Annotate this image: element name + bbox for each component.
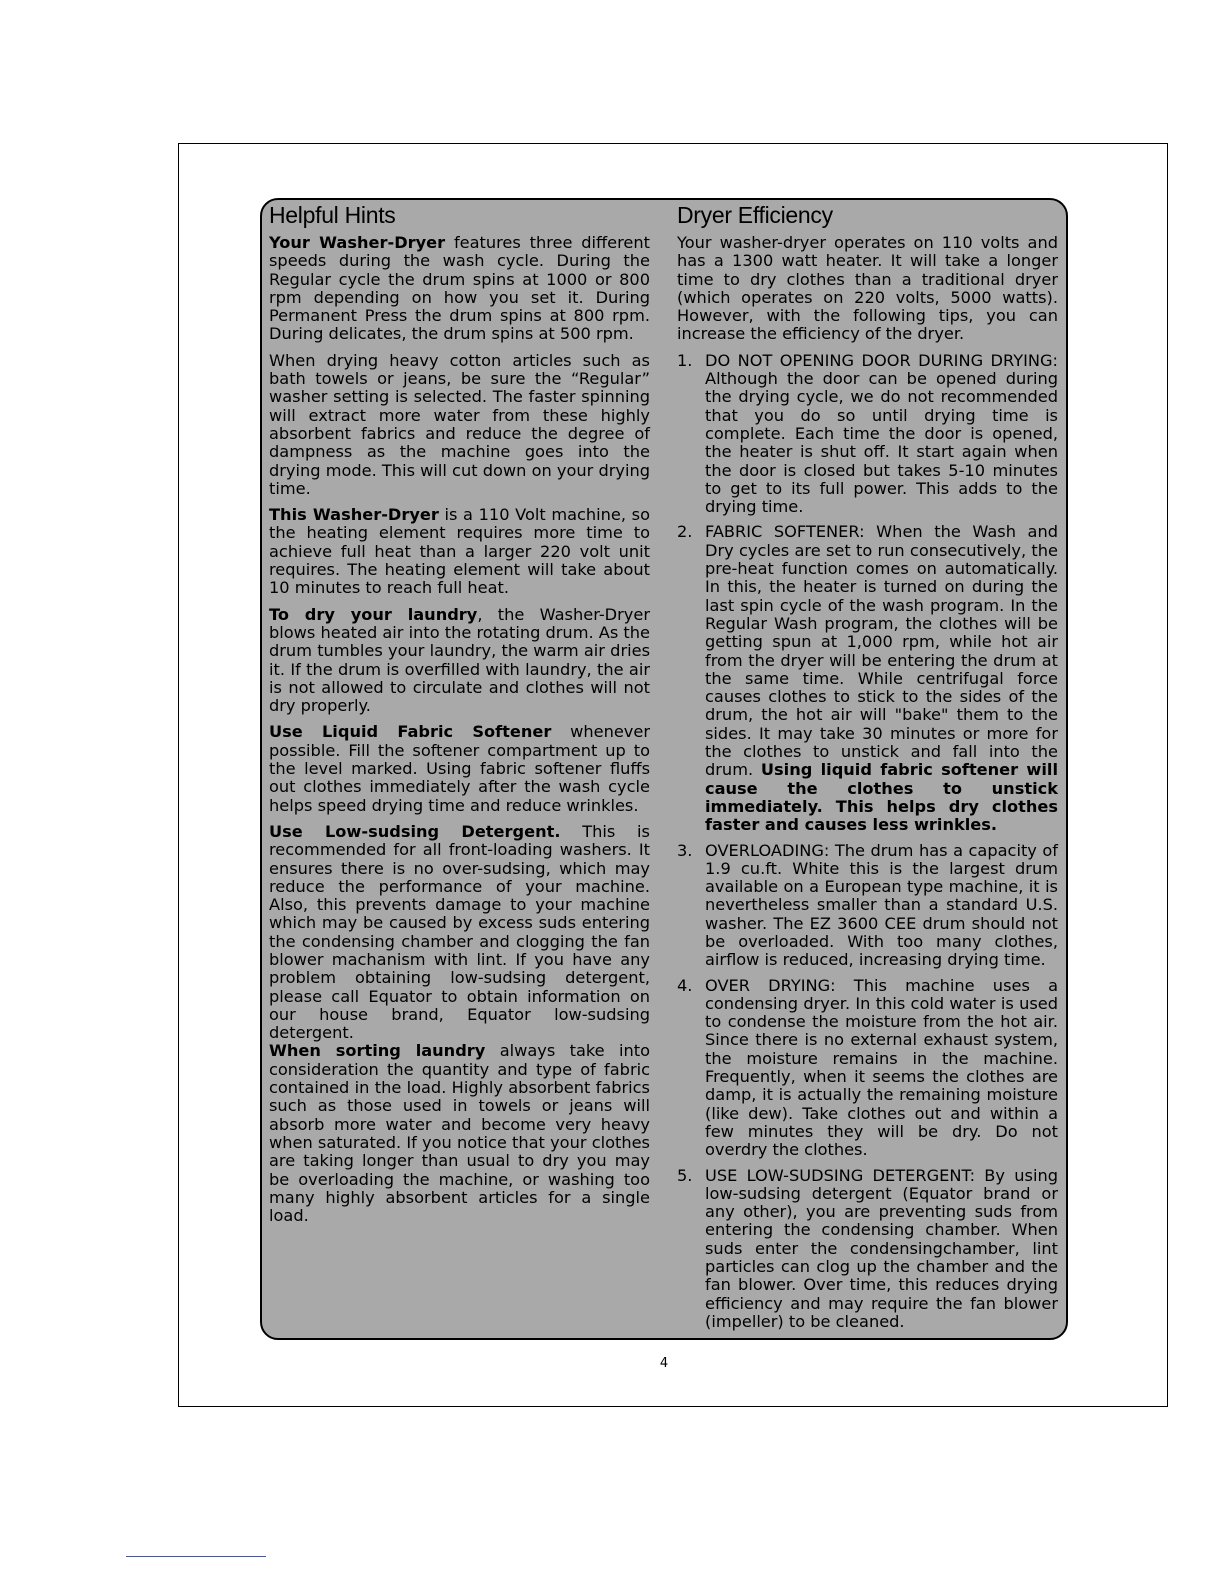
tip-text: OVER DRYING: This machine uses a condensing dryer. In this cold water is used to condense the moisture from the hot air. Since there is no external exhaust system, the moisture remains in the machine. Frequently, when it seems the clothes are damp, it is actually the remaining moisture (like dew). Take clothes out and within a few minutes they will be dry. Do not overdry the clothes. (705, 975, 1058, 1160)
tip-number: 4. (677, 975, 693, 995)
helpful-hints-title: Helpful Hints (269, 202, 396, 228)
hint-lead: To dry your laundry (269, 604, 478, 624)
hint-paragraph (269, 1042, 650, 1225)
tip-item (677, 977, 1058, 1160)
hint-paragraph (269, 234, 650, 344)
hint-lead: This Washer-Dryer (269, 505, 439, 525)
tip-text: DO NOT OPENING DOOR DURING DRYING: Although the door can be opened during the drying cycle, we do not recommended that you do so until drying time is complete. Each time the door is opened, the heater is shut off. It start again when the door is closed but takes 5-10 minutes to get to its full power. This adds to the drying time. (705, 350, 1058, 517)
hint-text: features three different speeds during the wash cycle. During the Regular cycle the drum spins at 1000 or 800 rpm depending on how you set it. During Permanent Press the drum spins at 800 rpm. During delicates, the drum spins at 500 rpm. (269, 233, 650, 344)
page-number: 4 (659, 1356, 669, 1371)
hint-lead: When sorting laundry (269, 1041, 486, 1061)
helpful-hints-column (269, 200, 650, 1233)
hint-text: This is recommended for all front-loading washers. It ensures there is no over-sudsing, which may reduce the performance of your machine. Also, this prevents damage to your machine which may be caused by excess suds entering the condensing chamber and clogging the fan blower machanism with lint. If you have any problem obtaining low-sudsing detergent, please call Equator to obtain information on our house brand, Equator low-sudsing detergent. (269, 821, 650, 1043)
tip-text: USE LOW-SUDSING DETERGENT: By using low-sudsing detergent (Equator brand or any other), you are preventing suds from entering the condensing chamber. When suds enter the condensingchamber, lint particles can clog up the chamber and the fan blower. Over time, this reduces drying efficiency and may require the fan blower (impeller) to be cleaned. (705, 1165, 1058, 1331)
hint-text: is a 110 Volt machine, so the heating element requires more time to achieve full heat than a larger 220 volt unit requires. The heating element will take about 10 minutes to reach full heat. (269, 505, 650, 598)
hint-lead: Use Low-sudsing Detergent. (269, 821, 561, 841)
tip-number: 3. (677, 840, 693, 860)
hint-lead: Your Washer-Dryer (269, 233, 446, 252)
hint-paragraph: When drying heavy cotton articles such as bath towels or jeans, be sure the “Regular” washer setting is selected. The faster spinning will extract more water from these highly absorbent fabrics and reduce the degree of dampness as the machine goes into the drying mode. This will cut down on your drying time. (269, 350, 650, 498)
hint-text: whenever possible. Fill the softener compartment up to the level marked. Using fabric softener fluffs out clothes immediately after the wash cycle helps speed drying time and reduce wrinkles. (269, 722, 650, 815)
tip-emphasis: Using liquid fabric softener will cause the clothes to unstick immediately. This helps dry clothes faster and causes less wrinkles. (705, 760, 1059, 835)
hint-lead: Use Liquid Fabric Softener (269, 722, 552, 742)
hint-paragraph (269, 823, 650, 1043)
tip-text: FABRIC SOFTENER: When the Wash and Dry cycles are set to run consecutively, the pre-heat function comes on automatically. In this, the heater is turned on during the last spin cycle of the wash program. In the Regular Wash program, the clothes will be getting spun at 1,000 rpm, while hot air from the dryer will be entering the drum at the same time. While centrifugal force causes clothes to stick to the sides of the drum, the hot air will "bake" them to the sides. It may take 30 minutes or more for the clothes to unstick and fall into the drum. (705, 522, 1058, 780)
tip-text: OVERLOADING: The drum has a capacity of 1.9 cu.ft. White this is the largest drum available on a European type machine, it is nevertheless smaller than a standard U.S. washer. The EZ 3600 CEE drum should not be overloaded. With too many clothes, airflow is reduced, increasing drying time. (705, 840, 1058, 970)
tip-item (677, 1167, 1058, 1332)
dryer-efficiency-column (677, 200, 1058, 1338)
footnote-divider (126, 1556, 266, 1557)
dryer-intro: Your washer-dryer operates on 110 volts and has a 1300 watt heater. It will take a longer time to dry clothes than a traditional dryer (which operates on 220 volts, 5000 watts). However, with the following tips, you can increase the efficiency of the dryer. (677, 233, 1058, 344)
tip-item (677, 352, 1058, 517)
tip-item (677, 523, 1058, 834)
hint-paragraph (269, 506, 650, 597)
tip-item (677, 842, 1058, 970)
tip-number: 2. (677, 522, 693, 542)
hint-paragraph (269, 606, 650, 716)
hint-paragraph (269, 723, 650, 814)
hint-text: , the Washer-Dryer blows heated air into the rotating drum. As the drum tumbles your laundry, the warm air dries it. If the drum is overfilled with laundry, the air is not allowed to circulate and clothes will not dry properly. (269, 604, 650, 716)
dryer-efficiency-title: Dryer Efficiency (677, 202, 833, 228)
tip-number: 1. (677, 350, 693, 370)
hint-text: always take into consideration the quantity and type of fabric contained in the load. Highly absorbent fabrics such as those used in towels or jeans will absorb more water and become very heavy when saturated. If you notice that your clothes are taking longer than usual to dry you may be overloading the machine, or washing too many highly absorbent articles for a single load. (269, 1041, 650, 1226)
tip-number: 5. (677, 1165, 693, 1185)
